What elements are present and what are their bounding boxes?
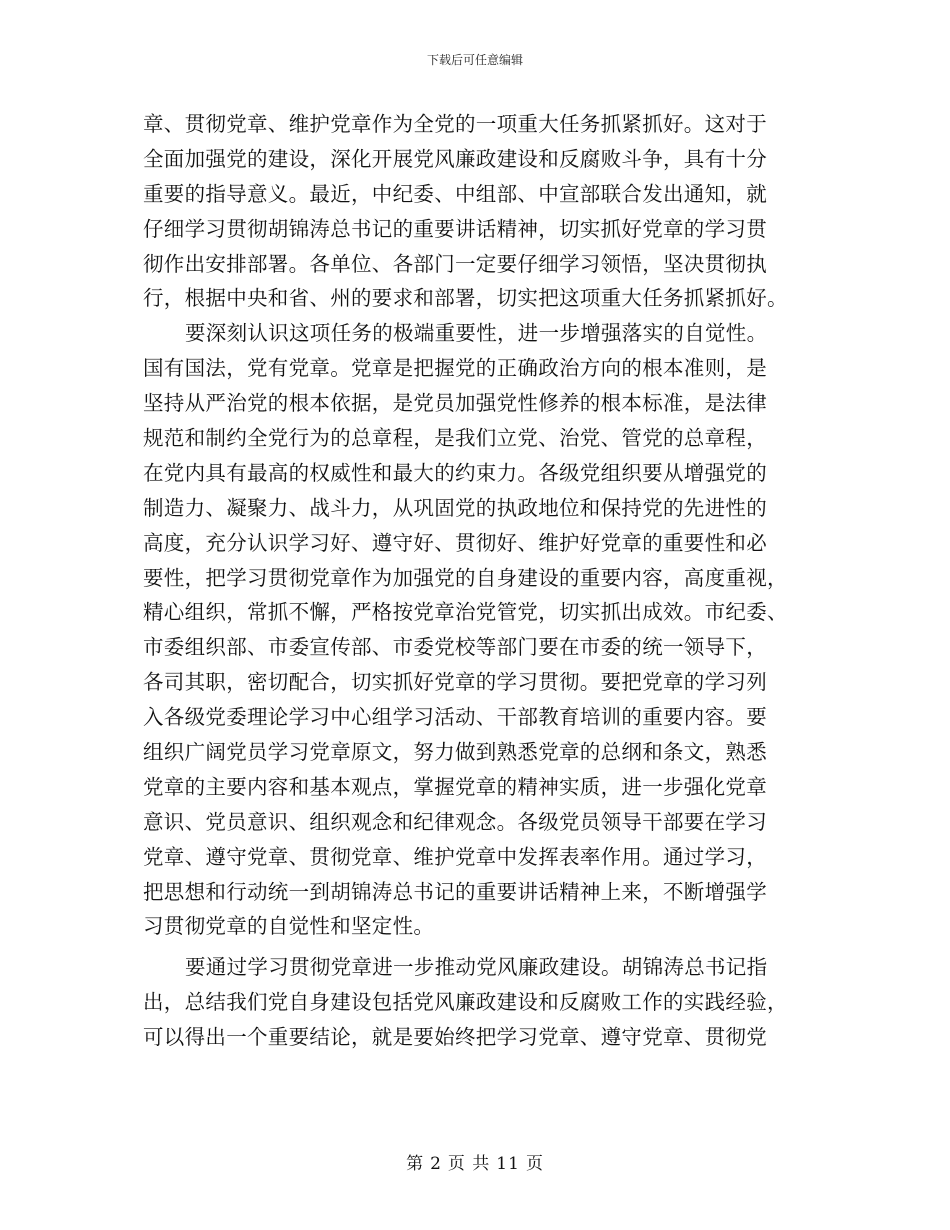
text-line: 仔细学习贯彻胡锦涛总书记的重要讲话精神，切实抓好党章的学习贯: [143, 216, 767, 241]
total-page-count: 11: [496, 1154, 520, 1174]
text-line: 全面加强党的建设，深化开展党风廉政建设和反腐败斗争，具有十分: [143, 146, 767, 171]
paragraph-start-line: 要通过学习贯彻党章进一步推动党风廉政建设。胡锦涛总书记指: [185, 955, 768, 980]
text-line: 各司其职，密切配合，切实抓好党章的学习贯彻。要把党章的学习列: [143, 670, 767, 695]
page-label-suffix: 页: [525, 1154, 544, 1174]
text-line: 把思想和行动统一到胡锦涛总书记的重要讲话精神上来，不断增强学: [143, 879, 767, 904]
text-line: 在党内具有最高的权威性和最大的约束力。各级党组织要从增强党的: [143, 460, 767, 485]
text-line: 可以得出一个重要结论，就是要始终把学习党章、遵守党章、贯彻党: [143, 1025, 767, 1050]
text-line: 坚持从严治党的根本依据，是党员加强党性修养的根本标准，是法律: [143, 391, 767, 416]
page-label-prefix: 第: [406, 1154, 425, 1174]
text-line: 入各级党委理论学习中心组学习活动、干部教育培训的重要内容。要: [143, 705, 767, 730]
text-line: 高度，充分认识学习好、遵守好、贯彻好、维护好党章的重要性和必: [143, 530, 767, 555]
text-line: 市委组织部、市委宣传部、市委党校等部门要在市委的统一领导下，: [143, 635, 767, 660]
text-line: 国有国法，党有党章。党章是把握党的正确政治方向的根本准则，是: [143, 356, 767, 381]
text-line: 制造力、凝聚力、战斗力，从巩固党的执政地位和保持党的先进性的: [143, 495, 767, 520]
text-line: 重要的指导意义。最近，中纪委、中组部、中宣部联合发出通知，就: [143, 181, 767, 206]
current-page-number: 2: [430, 1154, 442, 1174]
text-line: 行，根据中央和省、州的要求和部署，切实把这项重大任务抓紧抓好。: [143, 286, 788, 311]
text-line: 出，总结我们党自身建设包括党风廉政建设和反腐败工作的实践经验，: [143, 990, 788, 1015]
text-line: 意识、党员意识、组织观念和纪律观念。各级党员领导干部要在学习: [143, 809, 767, 834]
text-line: 要性，把学习贯彻党章作为加强党的自身建设的重要内容，高度重视，: [143, 565, 788, 590]
text-line: 习贯彻党章的自觉性和坚定性。: [143, 914, 435, 939]
text-line: 党章的主要内容和基本观点，掌握党章的精神实质，进一步强化党章: [143, 774, 767, 799]
document-body: [143, 107, 807, 1055]
page-footer: [0, 1153, 950, 1175]
text-line: 彻作出安排部署。各单位、各部门一定要仔细学习领悟，坚决贯彻执: [143, 251, 767, 276]
text-line: 规范和制约全党行为的总章程，是我们立党、治党、管党的总章程，: [143, 426, 767, 451]
text-line: 章、贯彻党章、维护党章作为全党的一项重大任务抓紧抓好。这对于: [143, 112, 767, 136]
text-line: 精心组织，常抓不懈，严格按党章治党管党，切实抓出成效。市纪委、: [143, 600, 788, 625]
text-line: 党章、遵守党章、贯彻党章、维护党章中发挥表率作用。通过学习，: [143, 844, 767, 869]
paragraph-start-line: 要深刻认识这项任务的极端重要性，进一步增强落实的自觉性。: [185, 321, 768, 346]
header-note: 下载后可任意编辑: [426, 53, 523, 67]
text-line: 组织广阔党员学习党章原文，努力做到熟悉党章的总纲和条文，熟悉: [143, 740, 767, 765]
page-label-middle: 页 共: [447, 1154, 491, 1174]
